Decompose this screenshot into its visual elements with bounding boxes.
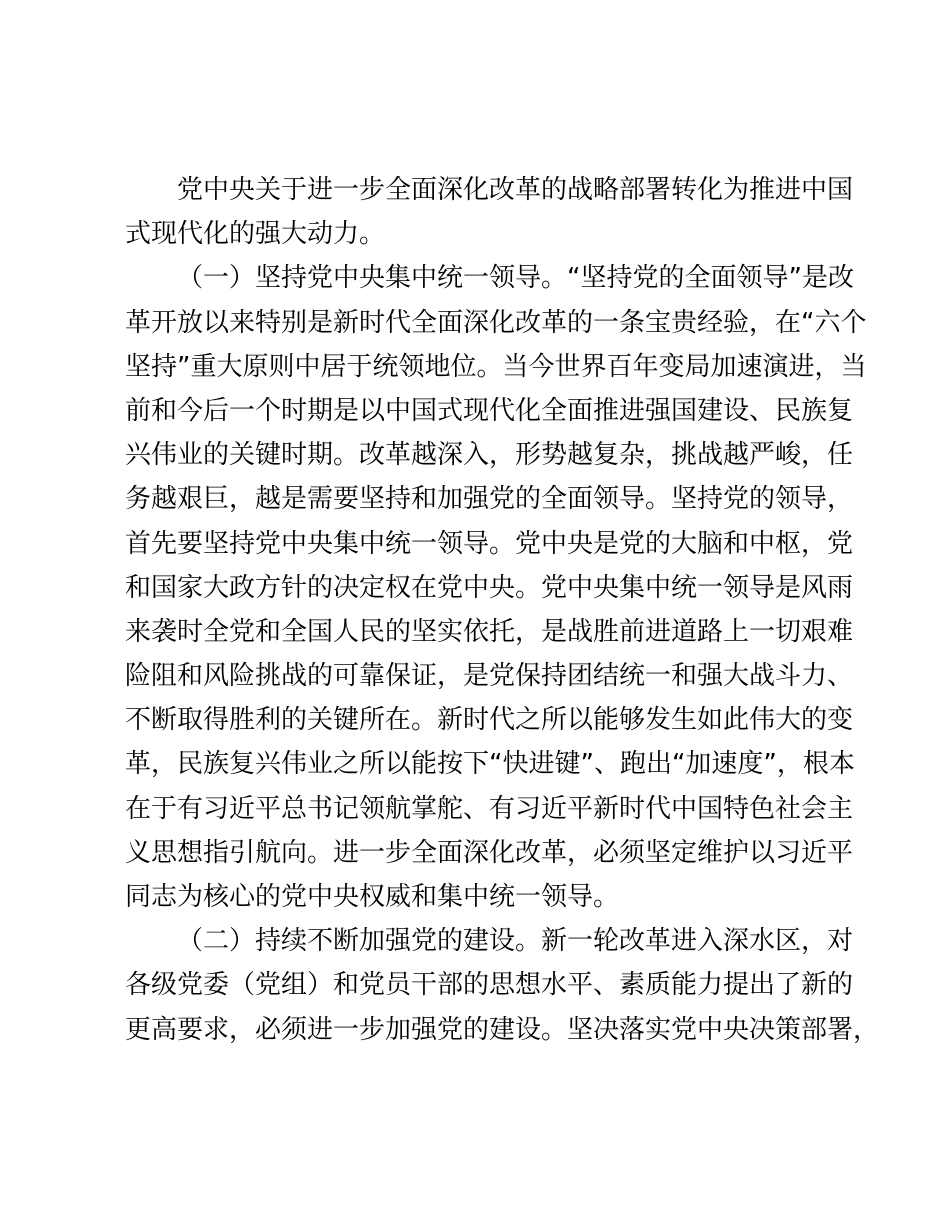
text-line: 党中央关于进一步全面深化改革的战略部署转化为推进中国 — [177, 175, 854, 205]
text-line: 式现代化的强大动力。 — [125, 219, 386, 250]
text-line: 险阻和风险挑战的可靠保证，是党保持团结统一和强大战斗力、 — [125, 661, 854, 692]
text-line: 务越艰巨，越是需要坚持和加强党的全面领导。坚持党的领导， — [125, 484, 854, 515]
text-line: （二）持续不断加强党的建设。新一轮改革进入深水区，对 — [177, 926, 854, 957]
paragraph-1 — [125, 168, 853, 256]
text-line: 坚持”重大原则中居于统领地位。当今世界百年变局加速演进，当 — [125, 351, 867, 382]
text-line: 和国家大政方针的决定权在党中央。党中央集中统一领导是风雨 — [125, 572, 854, 603]
text-line: 同志为核心的党中央权威和集中统一领导。 — [125, 882, 620, 912]
text-line: 在于有习近平总书记领航掌舵、有习近平新时代中国特色社会主 — [125, 793, 854, 824]
text-line: 各级党委（党组）和党员干部的思想水平、素质能力提出了新的 — [125, 970, 854, 1001]
text-line: 不断取得胜利的关键所在。新时代之所以能够发生如此伟大的变 — [125, 705, 854, 736]
text-line: 革开放以来特别是新时代全面深化改革的一条宝贵经验，在“六个 — [125, 307, 867, 338]
text-line: 前和今后一个时期是以中国式现代化全面推进强国建设、民族复 — [125, 395, 854, 426]
text-line: 来袭时全党和全国人民的坚实依托，是战胜前进道路上一切艰难 — [125, 616, 854, 647]
paragraph-3 — [125, 919, 880, 1052]
text-line: 更高要求，必须进一步加强党的建设。坚决落实党中央决策部署， — [125, 1014, 880, 1045]
text-line: 兴伟业的关键时期。改革越深入，形势越复杂，挑战越严峻，任 — [125, 440, 854, 471]
text-line: （一）坚持党中央集中统一领导。“坚持党的全面领导”是改 — [177, 263, 854, 294]
text-line: 首先要坚持党中央集中统一领导。党中央是党的大脑和中枢，党 — [125, 528, 854, 559]
paragraph-2 — [125, 256, 867, 919]
text-line: 义思想指引航向。进一步全面深化改革，必须坚定维护以习近平 — [125, 837, 854, 868]
text-line: 革，民族复兴伟业之所以能按下“快进键”、跑出“加速度”，根本 — [125, 749, 855, 780]
document-body — [125, 168, 880, 1052]
